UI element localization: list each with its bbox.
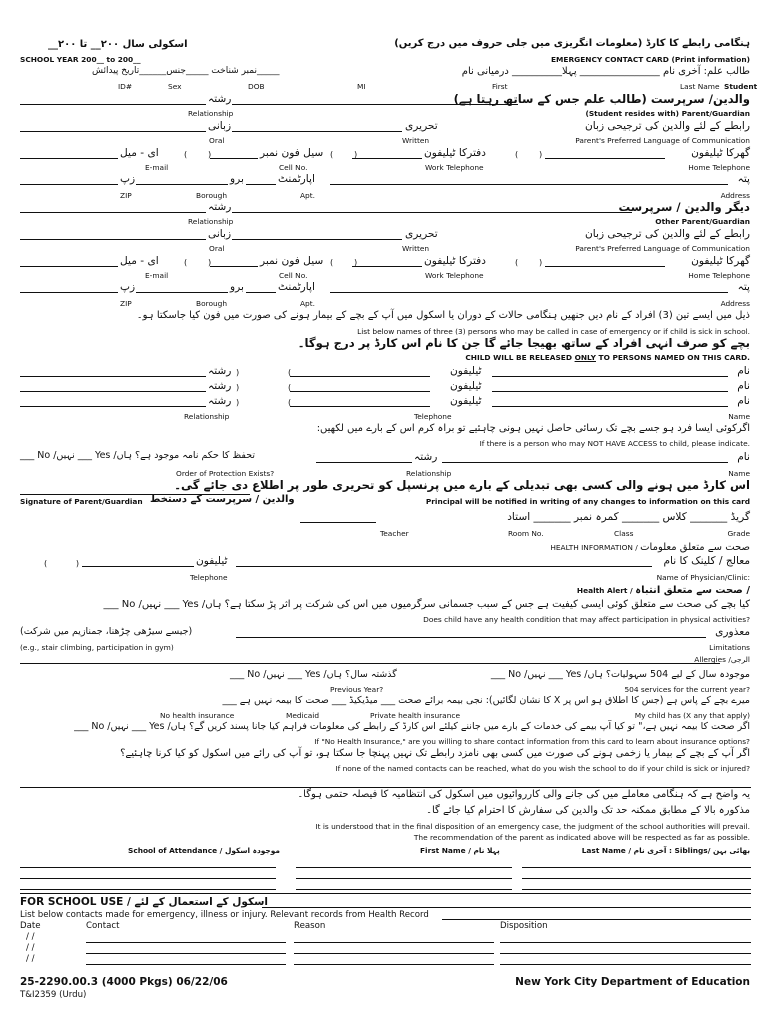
contact-relationship-line[interactable]: [20, 376, 206, 377]
other-home-urdu: گھرکا ٹیلیفون: [691, 255, 750, 267]
notice: Principal will be notified in writing of any changes to information on this card: [425, 497, 750, 506]
log-contact-line[interactable]: [86, 953, 286, 954]
sibling-school-label: School of Attendance / موجودہ اسکول: [128, 846, 280, 855]
sibling-school-line[interactable]: [20, 889, 276, 890]
borough-line[interactable]: [136, 184, 228, 185]
notice-urdu: اس کارڈ میں ہونے والی کسی بھی تبدیلی کے بارے میں پرنسپل کو تحریری طور پر اطلاع دی جائے گی۔: [174, 478, 750, 492]
contact-relationship-urdu: رشتہ: [208, 395, 232, 407]
sibling-school-line[interactable]: [20, 878, 276, 879]
other-oral-label: Oral: [209, 244, 225, 253]
translation-code: T&I2359 (Urdu): [20, 990, 87, 1000]
first-label: First: [492, 82, 508, 91]
disposition-en1: It is understood that in the final disposition of an emergency case, the judgment of the school authorities will prevail.: [315, 822, 750, 831]
prev-year-label: Previous Year?: [330, 685, 384, 694]
other-apt-line[interactable]: [246, 292, 276, 293]
sibling-school-line[interactable]: [20, 867, 276, 868]
other-email-label: E-mail: [145, 271, 169, 280]
contacts-telephone-label: Telephone: [414, 412, 452, 421]
class-row-urdu: گریڈ _______ کلاس _______ کمرہ نمبر _______ استاد: [507, 511, 750, 523]
contacts-name-label: Name: [728, 412, 750, 421]
q-ins: If "No Health Insurance," are you willing to share contact information from this card to learn about insurance options?: [314, 737, 750, 746]
school-use-list: List below contacts made for emergency, illness or injury. Relevant records from Health Record: [20, 910, 429, 920]
health-alert-label: Health Alert /: [576, 586, 633, 595]
relationship-urdu: رشتہ: [208, 93, 232, 105]
department: New York City Department of Education: [515, 976, 750, 988]
contact-phone-open: (: [288, 367, 292, 377]
physician-label: Name of Physician/Clinic:: [656, 573, 750, 582]
no-access-relationship-urdu: رشتہ: [414, 451, 438, 463]
limitations-eg: (e.g., stair climbing, participation in gym): [20, 643, 174, 652]
grade-label: Grade: [727, 529, 750, 538]
no-access-relationship-label: Relationship: [406, 469, 452, 478]
contact-relationship-line[interactable]: [20, 391, 206, 392]
contact-name-line[interactable]: [492, 406, 728, 407]
sibling-last-line[interactable]: [522, 867, 751, 868]
physician-phone-line[interactable]: [82, 566, 194, 567]
sex-label: Sex: [168, 82, 182, 91]
contact-phone-urdu: ٹیلیفون: [450, 365, 482, 377]
other-apt-label: Apt.: [300, 299, 315, 308]
home-paren: ( ): [515, 149, 543, 159]
contact-phone-paren: ): [236, 397, 240, 407]
physician-phone-label: Telephone: [190, 573, 228, 582]
work-paren: ( ): [330, 149, 358, 159]
address-label: Address: [720, 191, 750, 200]
q-sick-urdu: اگر آپ کے بچے کے بیمار یا زخمی ہونے کی صورت میں کسی بھی نامزد رابطے تک نہیں پہنچا جا سکتا ہو، تو آپ کی رائے میں اسکول کو کیا کرنا چاہئیے؟: [120, 748, 750, 759]
contact-name-line[interactable]: [492, 376, 728, 377]
sibling-last-line[interactable]: [522, 878, 751, 879]
written-line[interactable]: [232, 131, 402, 132]
other-heading: Other Parent/Guardian: [655, 217, 750, 226]
col-disposition: Disposition: [500, 921, 548, 931]
physician-urdu: معالج / کلینک کا نام: [663, 555, 750, 567]
col-date: Date: [20, 921, 41, 931]
other-address-line[interactable]: [330, 292, 728, 293]
no-access-urdu: اگرکوئی ایسا فرد ہو جسے بچے تک رسائی حاصل نہیں ہونی چاہئیے تو براہ کرم اس کے بارے میں لکھیں:: [316, 423, 750, 434]
address-urdu: پتہ: [737, 173, 750, 185]
contact-phone-urdu: ٹیلیفون: [450, 380, 482, 392]
zip-urdu: زپ: [120, 173, 136, 185]
no-access-relationship-line[interactable]: [316, 462, 412, 463]
sibling-first-line[interactable]: [296, 867, 512, 868]
sibling-last-line[interactable]: [522, 889, 751, 890]
other-address-label: Address: [720, 299, 750, 308]
class-label: Class: [614, 529, 634, 538]
insurance-urdu: میرے بچے کے پاس ہے (جس کا اطلاق ہو اس پر X کا نشان لگائیں): نجی بیمہ برائے صحت ___ میڈیکیڈ ___ صحت کا بیمہ نہیں ہے ___: [222, 695, 750, 706]
health-alert: [577, 586, 750, 596]
zip-label: ZIP: [120, 191, 132, 200]
sibling-first-line[interactable]: [296, 889, 512, 890]
log-contact-line[interactable]: [86, 942, 286, 943]
other-cell-line[interactable]: [210, 266, 258, 267]
limitations-line[interactable]: [236, 637, 706, 638]
student-row-urdu: طالب علم: آخری نام ________________ پہلا__________ درمیانی نام: [461, 66, 750, 77]
release-notice: [465, 354, 750, 361]
medicaid-label: Medicaid: [286, 711, 320, 720]
home-line[interactable]: [545, 158, 665, 159]
other-work-label: Work Telephone: [425, 271, 484, 280]
school-use-heading-line[interactable]: [262, 907, 751, 908]
cell-urdu: سیل فون نمبر: [260, 147, 324, 159]
dob-label: DOB: [248, 82, 265, 91]
other-written-line[interactable]: [232, 239, 402, 240]
health-alert-urdu: صحت سے متعلق انتباہ /: [635, 585, 750, 596]
work-line[interactable]: [352, 158, 422, 159]
sibling-last-label: Last Name / آخری نام : Siblings/ بھائی بہن: [581, 846, 750, 855]
contact-name-urdu: نام: [737, 365, 750, 377]
contact-phone-paren: ): [236, 382, 240, 392]
release-urdu: بچے کو صرف انہی افراد کے ساتھ بھیجا جائے گا جن کا نام اس کارڈ پر درج ہوگا۔: [297, 336, 750, 350]
protection-label: Order of Protection Exists?: [176, 469, 275, 478]
other-cell-label: Cell No.: [279, 271, 308, 280]
contact-phone-open: (: [288, 382, 292, 392]
no-access-name-line[interactable]: [442, 462, 728, 463]
allergies-label: Allergies /الرجی: [694, 655, 750, 664]
log-reason-line[interactable]: [294, 964, 494, 965]
no-access-name-label: Name: [728, 469, 750, 478]
contacts-intro: List below names of three (3) persons who may be called in case of emergency or if child is sick in school.: [357, 327, 750, 336]
borough-label: Borough: [196, 191, 228, 200]
release-suffix: TO PERSONS NAMED ON THIS CARD.: [595, 353, 750, 362]
mi-label: MI: [357, 82, 366, 91]
other-written-label: Written: [402, 244, 430, 253]
no-access-name-urdu: نام: [737, 451, 750, 463]
sibling-first-line[interactable]: [296, 878, 512, 879]
oral-label: Oral: [209, 136, 225, 145]
log-date[interactable]: / /: [26, 932, 35, 942]
release-prefix: CHILD WILL BE RELEASED: [465, 353, 575, 362]
q-ins-urdu: اگر صحت کا بیمہ نہیں ہے،" تو کیا آپ بیمے کی خدمات کے بارے میں جاننے کیلئے اس کارڈ کے رابطے کی معلومات فراہم کیا جانا پسند کریں گے؟ ہاں/ Yes ___ نہیں/ No ___: [74, 721, 750, 732]
apt-urdu: اپارٹمنٹ: [278, 173, 315, 185]
log-reason-line[interactable]: [294, 953, 494, 954]
other-relationship-urdu: رشتہ: [208, 201, 232, 213]
other-zip-line[interactable]: [20, 292, 118, 293]
contact-phone-urdu: ٹیلیفون: [450, 395, 482, 407]
other-address-urdu: پتہ: [737, 281, 750, 293]
written-urdu: تحریری: [405, 120, 438, 132]
relationship-label: Relationship: [188, 109, 234, 118]
limitations-label: Limitations: [709, 643, 750, 652]
signature-label: Signature of Parent/Guardian: [20, 497, 143, 506]
zip-line[interactable]: [20, 184, 118, 185]
other-email-urdu: ای - میل: [120, 255, 159, 267]
log-disposition-line[interactable]: [500, 942, 751, 943]
work-urdu: دفترکا ٹیلیفون: [424, 147, 486, 159]
apt-line[interactable]: [246, 184, 276, 185]
physician-phone-paren: ( ): [44, 558, 80, 568]
other-home-line[interactable]: [545, 266, 665, 267]
disposition-urdu1: یہ واضح ہے کہ ہنگامی معاملے میں کی جانے والی کارروائیوں میں اسکول کی انتظامیہ کا فیصلہ حتمی ہوگا۔: [297, 789, 750, 800]
q504-label: 504 services for the current year?: [624, 685, 750, 694]
other-borough-label: Borough: [196, 299, 228, 308]
log-date[interactable]: / /: [26, 954, 35, 964]
cell-label: Cell No.: [279, 163, 308, 172]
school-year: SCHOOL YEAR 200__ to 200__: [20, 55, 141, 64]
other-borough-urdu: برو: [230, 281, 244, 293]
protection-urdu: تحفظ کا حکم نامہ موجود ہے؟ ہاں/ Yes ___ نہیں/ No ___: [20, 450, 255, 461]
prev-year-urdu: گذشتہ سال؟ ہاں/ Yes ___ نہیں/ No ___: [230, 669, 397, 680]
col-reason: Reason: [294, 921, 326, 931]
physician-phone-urdu: ٹیلیفون: [196, 555, 228, 567]
other-written-urdu: تحریری: [405, 228, 438, 240]
contact-name-line[interactable]: [492, 391, 728, 392]
private-insurance-label: Private health insurance: [370, 711, 460, 720]
work-label: Work Telephone: [425, 163, 484, 172]
apt-label: Apt.: [300, 191, 315, 200]
col-contact: Contact: [86, 921, 120, 931]
other-work-line[interactable]: [352, 266, 422, 267]
other-heading-urdu: دیگر والدین / سرپرست: [618, 200, 750, 214]
contact-phone-paren: ): [236, 367, 240, 377]
id-label: ID#: [118, 82, 133, 91]
email-line[interactable]: [20, 158, 118, 159]
log-disposition-line[interactable]: [500, 964, 751, 965]
contact-relationship-line[interactable]: [20, 406, 206, 407]
other-email-line[interactable]: [20, 266, 118, 267]
sibling-first-label: First Name / پہلا نام: [420, 846, 500, 855]
health-info: [550, 543, 750, 553]
other-home-paren: ( ): [515, 257, 543, 267]
email-label: E-mail: [145, 163, 169, 172]
home-label: Home Telephone: [688, 163, 750, 172]
home-urdu: گھرکا ٹیلیفون: [691, 147, 750, 159]
contact-phone-line[interactable]: [290, 391, 430, 392]
contacts-relationship-label: Relationship: [184, 412, 230, 421]
other-language-urdu: رابطے کے لئے والدین کی ترجیحی زبان: [584, 228, 750, 240]
language-label: Parent's Preferred Language of Communication: [575, 136, 750, 145]
school-year-urdu: اسکولی سال ٢٠٠__ تا ٢٠٠__: [48, 39, 188, 50]
other-relationship-line[interactable]: [20, 212, 206, 213]
contact-name-urdu: نام: [737, 395, 750, 407]
parent-heading-urdu: والدین/ سرپرست (طالب علم جس کے ساتھ رہتا ہے): [453, 92, 750, 106]
other-home-label: Home Telephone: [688, 271, 750, 280]
other-zip-urdu: زپ: [120, 281, 136, 293]
q504-urdu: موجودہ سال کے لیے 504 سہولیات؟ ہاں/ Yes ___ نہیں/ No ___: [490, 669, 750, 680]
other-oral-urdu: زبانی: [208, 228, 232, 240]
teacher-label: Teacher: [380, 529, 409, 538]
other-language-label: Parent's Preferred Language of Communication: [575, 244, 750, 253]
parent-heading: (Student resides with) Parent/Guardian: [585, 109, 750, 118]
contact-phone-open: (: [288, 397, 292, 407]
oral-urdu: زبانی: [208, 120, 232, 132]
q-sick-line[interactable]: [20, 787, 751, 788]
contact-phone-line[interactable]: [290, 406, 430, 407]
disposition-en2: The recommendation of the parent as indicated above will be respected as far as possible.: [413, 833, 750, 842]
other-cell-paren: ( ): [184, 257, 212, 267]
other-cell-urdu: سیل فون نمبر: [260, 255, 324, 267]
contact-relationship-urdu: رشتہ: [208, 365, 232, 377]
log-disposition-line[interactable]: [500, 953, 751, 954]
contacts-intro-urdu: ذیل میں ایسے تین (3) افراد کے نام دیں جنھیں ہنگامی حالات کے دوران یا اسکول میں آپ کے بچے کے بیمار ہونے کی صورت میں فون کیا جاسکتا ہو۔: [136, 310, 750, 321]
teacher-line[interactable]: [300, 522, 376, 523]
student-label: Student: [724, 82, 758, 91]
other-oral-line[interactable]: [20, 239, 206, 240]
q-sick: If none of the named contacts can be reached, what do you wish the school to do if your child is sick or injured?: [335, 764, 750, 773]
oral-line[interactable]: [20, 131, 206, 132]
contact-relationship-urdu: رشتہ: [208, 380, 232, 392]
contact-name-urdu: نام: [737, 380, 750, 392]
other-relationship-label: Relationship: [188, 217, 234, 226]
school-use-list-line[interactable]: [442, 919, 751, 920]
other-work-urdu: دفترکا ٹیلیفون: [424, 255, 486, 267]
disposition-urdu2: مذکورہ بالا کے مطابق ممکنہ حد تک والدین کی سفارش کا احترام کیا جائے گا۔: [426, 805, 750, 816]
limitations-eg-urdu: (جیسے سیڑھی چڑھنا، جمنازیم میں شرکت): [20, 626, 193, 637]
other-zip-label: ZIP: [120, 299, 132, 308]
other-apt-urdu: اپارٹمنٹ: [278, 281, 315, 293]
signature-urdu: والدین / سرپرست کے دستخط: [150, 494, 295, 505]
physician-line[interactable]: [236, 566, 652, 567]
q1: Does child have any health condition that may affect participation in physical activities?: [423, 615, 750, 624]
other-borough-line[interactable]: [136, 292, 228, 293]
title-urdu: ہنگامی رابطے کا کارڈ (معلومات انگریزی میں جلی حروف میں درج کریں): [394, 38, 750, 49]
no-insurance-label: No health insurance: [160, 711, 235, 720]
contact-phone-line[interactable]: [290, 376, 430, 377]
child-has-label: My child has (X any that apply): [634, 711, 750, 720]
cell-paren: ( ): [184, 149, 212, 159]
written-label: Written: [402, 136, 430, 145]
school-use-divider: [20, 893, 751, 894]
health-info-urdu: صحت سے متعلق معلومات: [640, 542, 750, 553]
other-work-paren: ( ): [330, 257, 358, 267]
q1-urdu: کیا بچے کی صحت سے متعلق کوئی ایسی کیفیت ہے جس کے سبب جسمانی سرگرمیوں میں اس کی شرکت پر اثر پڑ سکتا ہے؟ ہاں/ Yes ___ نہیں/ No ___: [103, 599, 750, 610]
email-urdu: ای - میل: [120, 147, 159, 159]
form-code: 25-2290.00.3 (4000 Pkgs) 06/22/06: [20, 976, 228, 988]
limitations-urdu: معذوری: [715, 626, 750, 638]
cell-line[interactable]: [210, 158, 258, 159]
allergies-line[interactable]: [20, 663, 720, 664]
room-label: Room No.: [508, 529, 544, 538]
id-row-urdu: _____نمبر شناخت _____جنس______تاریخ پیدائش: [92, 66, 280, 76]
log-reason-line[interactable]: [294, 942, 494, 943]
language-urdu: رابطے کے لئے والدین کی ترجیحی زبان: [584, 120, 750, 132]
last-name-label: Last Name: [680, 82, 720, 91]
log-contact-line[interactable]: [86, 964, 286, 965]
borough-urdu: برو: [230, 173, 244, 185]
form-title: EMERGENCY CONTACT CARD (Print information): [551, 55, 750, 64]
no-access: If there is a person who may NOT HAVE ACCESS to child, please indicate.: [479, 439, 750, 448]
school-use-heading: FOR SCHOOL USE / اسکول کے استعمال کے لئے: [20, 896, 268, 908]
log-date[interactable]: / /: [26, 943, 35, 953]
release-only: ONLY: [574, 353, 596, 362]
relationship-line[interactable]: [20, 104, 206, 105]
health-info-label: HEALTH INFORMATION /: [550, 543, 638, 552]
other-name-line[interactable]: [232, 212, 632, 213]
address-line[interactable]: [330, 184, 728, 185]
